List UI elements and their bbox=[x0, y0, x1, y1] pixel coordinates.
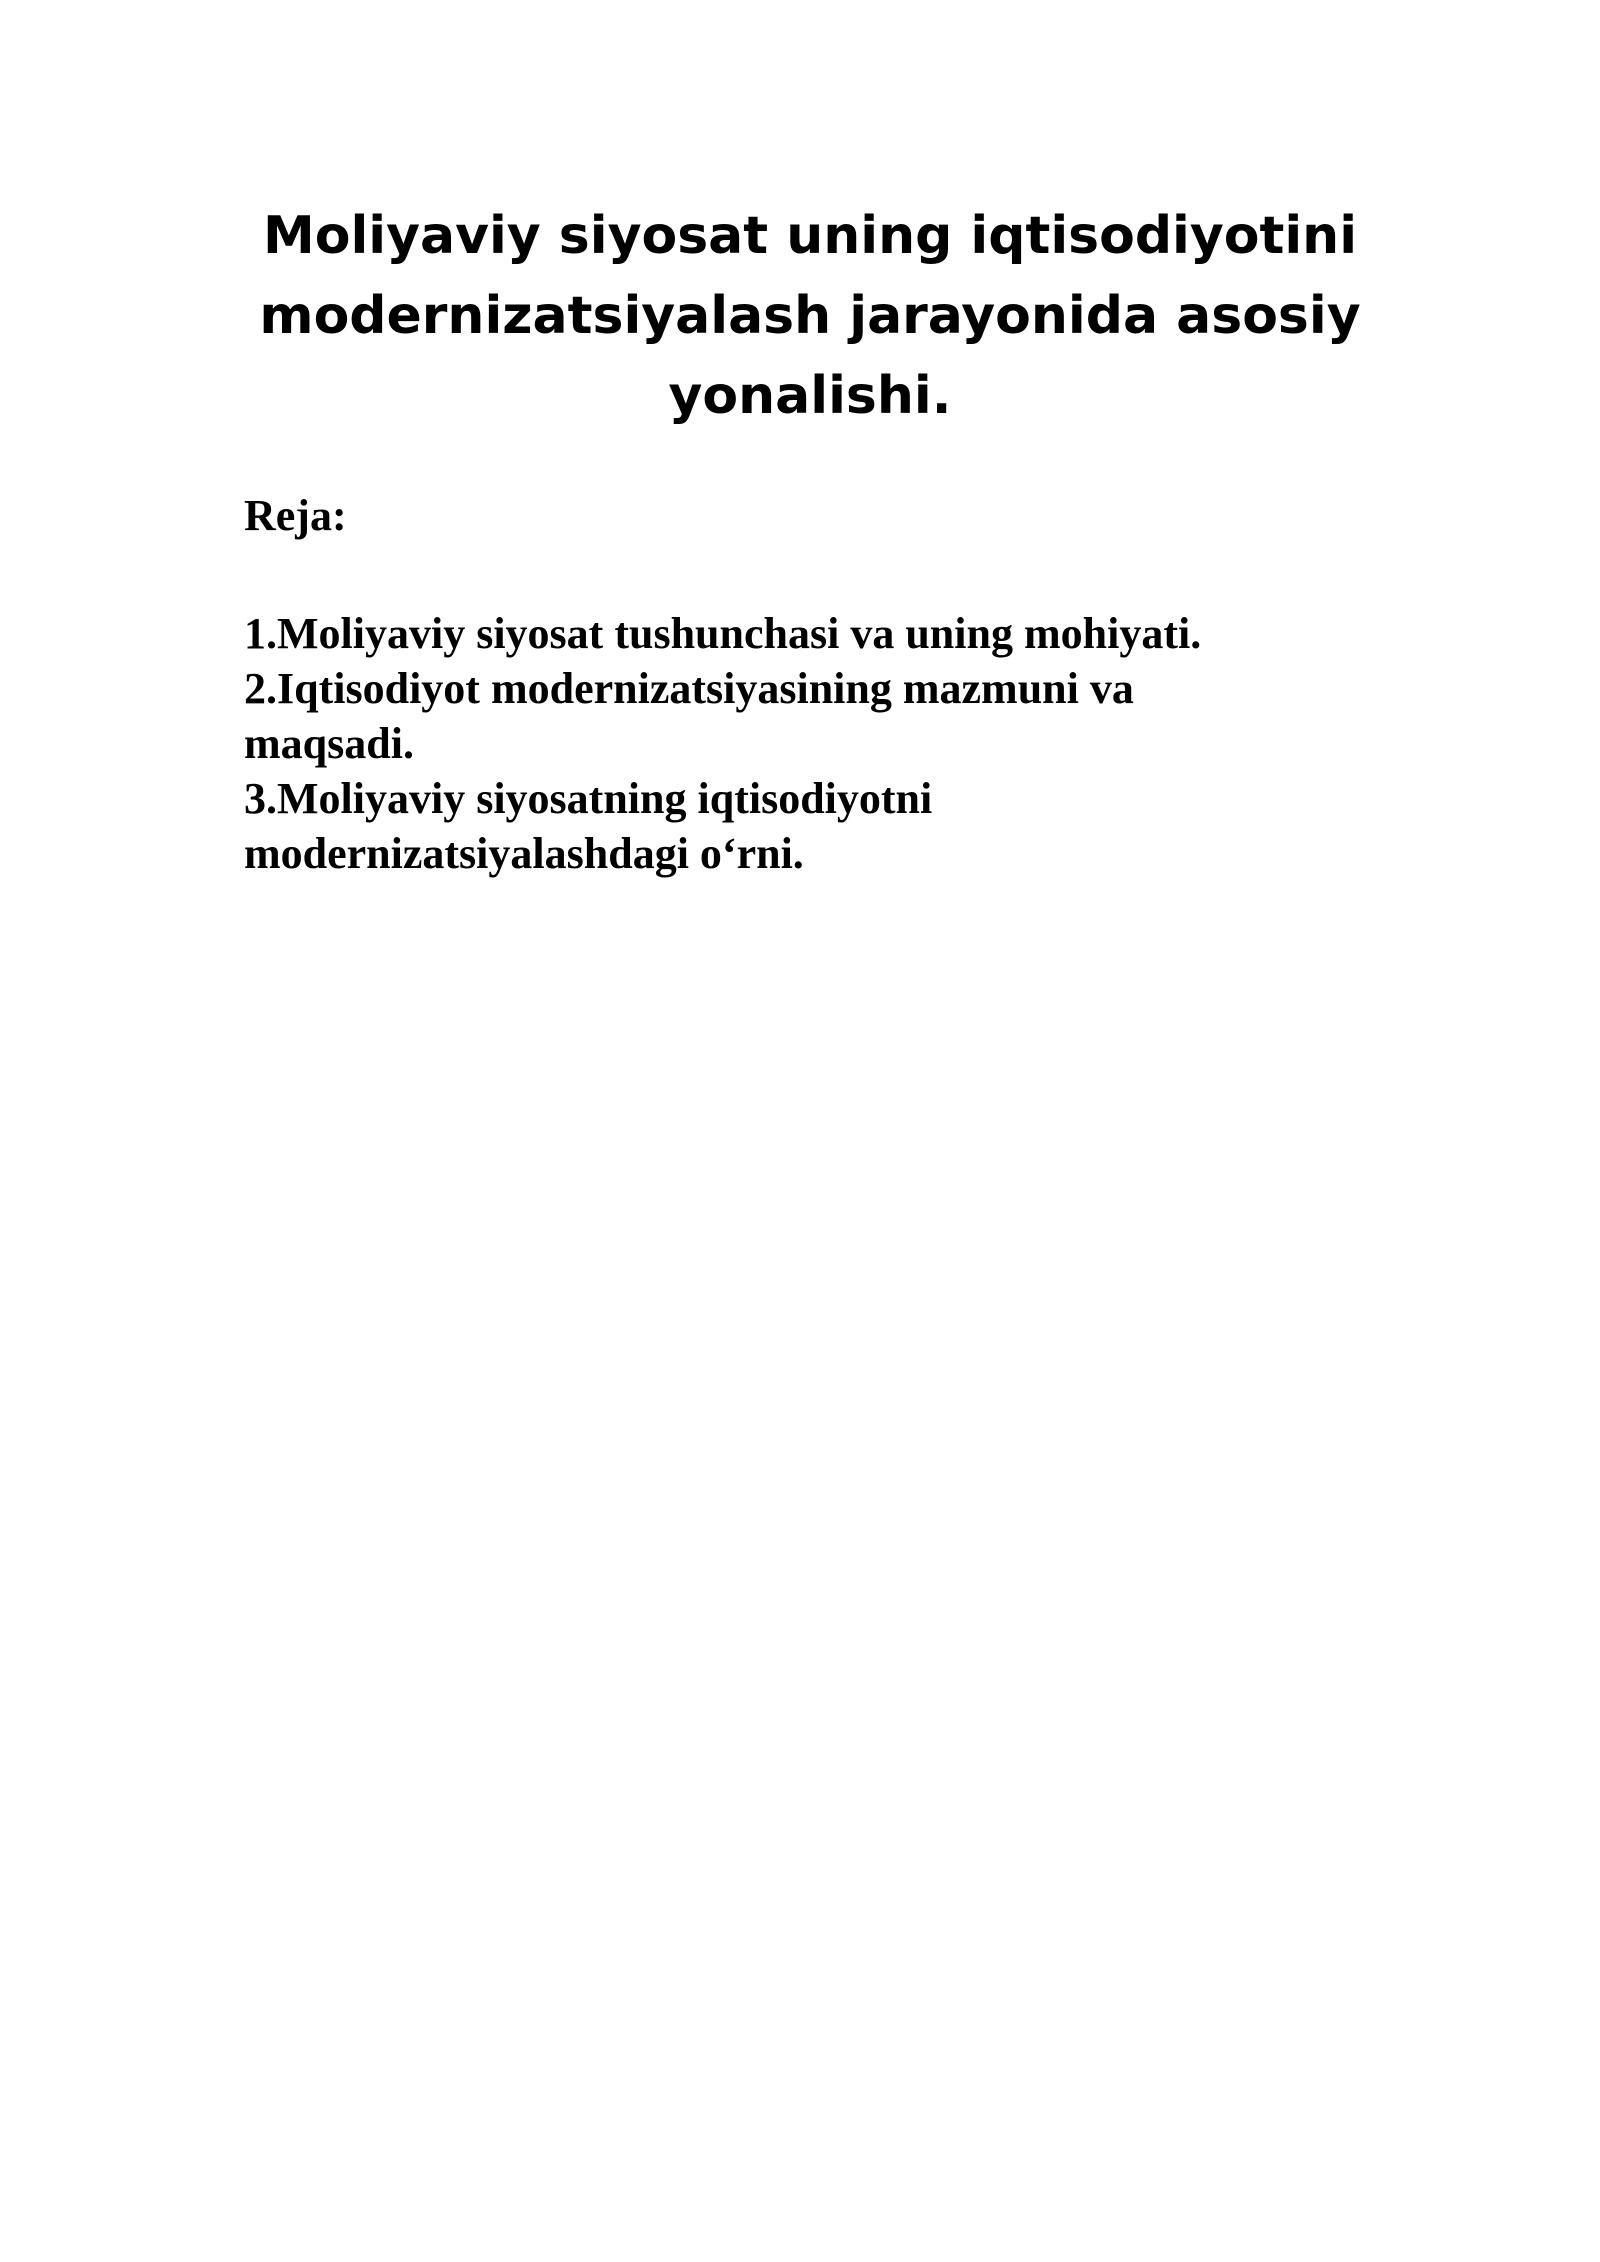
title-line: Moliyaviy siyosat uning iqtisodiyotini bbox=[262, 206, 1358, 266]
plan-item-3 bbox=[244, 771, 1404, 881]
plan-item-1 bbox=[244, 606, 1404, 661]
document-title bbox=[200, 196, 1420, 436]
plan-item-2 bbox=[244, 661, 1404, 771]
title-line: modernizatsiyalash jarayonida asosiy bbox=[259, 286, 1361, 346]
plan-list bbox=[244, 606, 1404, 881]
plan-item-line: maqsadi. bbox=[244, 719, 414, 768]
plan-item-line: 3.Moliyaviy siyosatning iqtisodiyotni bbox=[244, 774, 933, 823]
plan-item-line: 2.Iqtisodiyot modernizatsiyasining mazmuni va bbox=[244, 664, 1134, 713]
plan-item-line: 1.Moliyaviy siyosat tushunchasi va uning mohiyati. bbox=[244, 609, 1202, 658]
title-line: yonalishi. bbox=[668, 366, 952, 426]
plan-item-line: modernizatsiyalashdagi o‘rni. bbox=[244, 829, 804, 878]
plan-heading: Reja: bbox=[244, 491, 347, 540]
